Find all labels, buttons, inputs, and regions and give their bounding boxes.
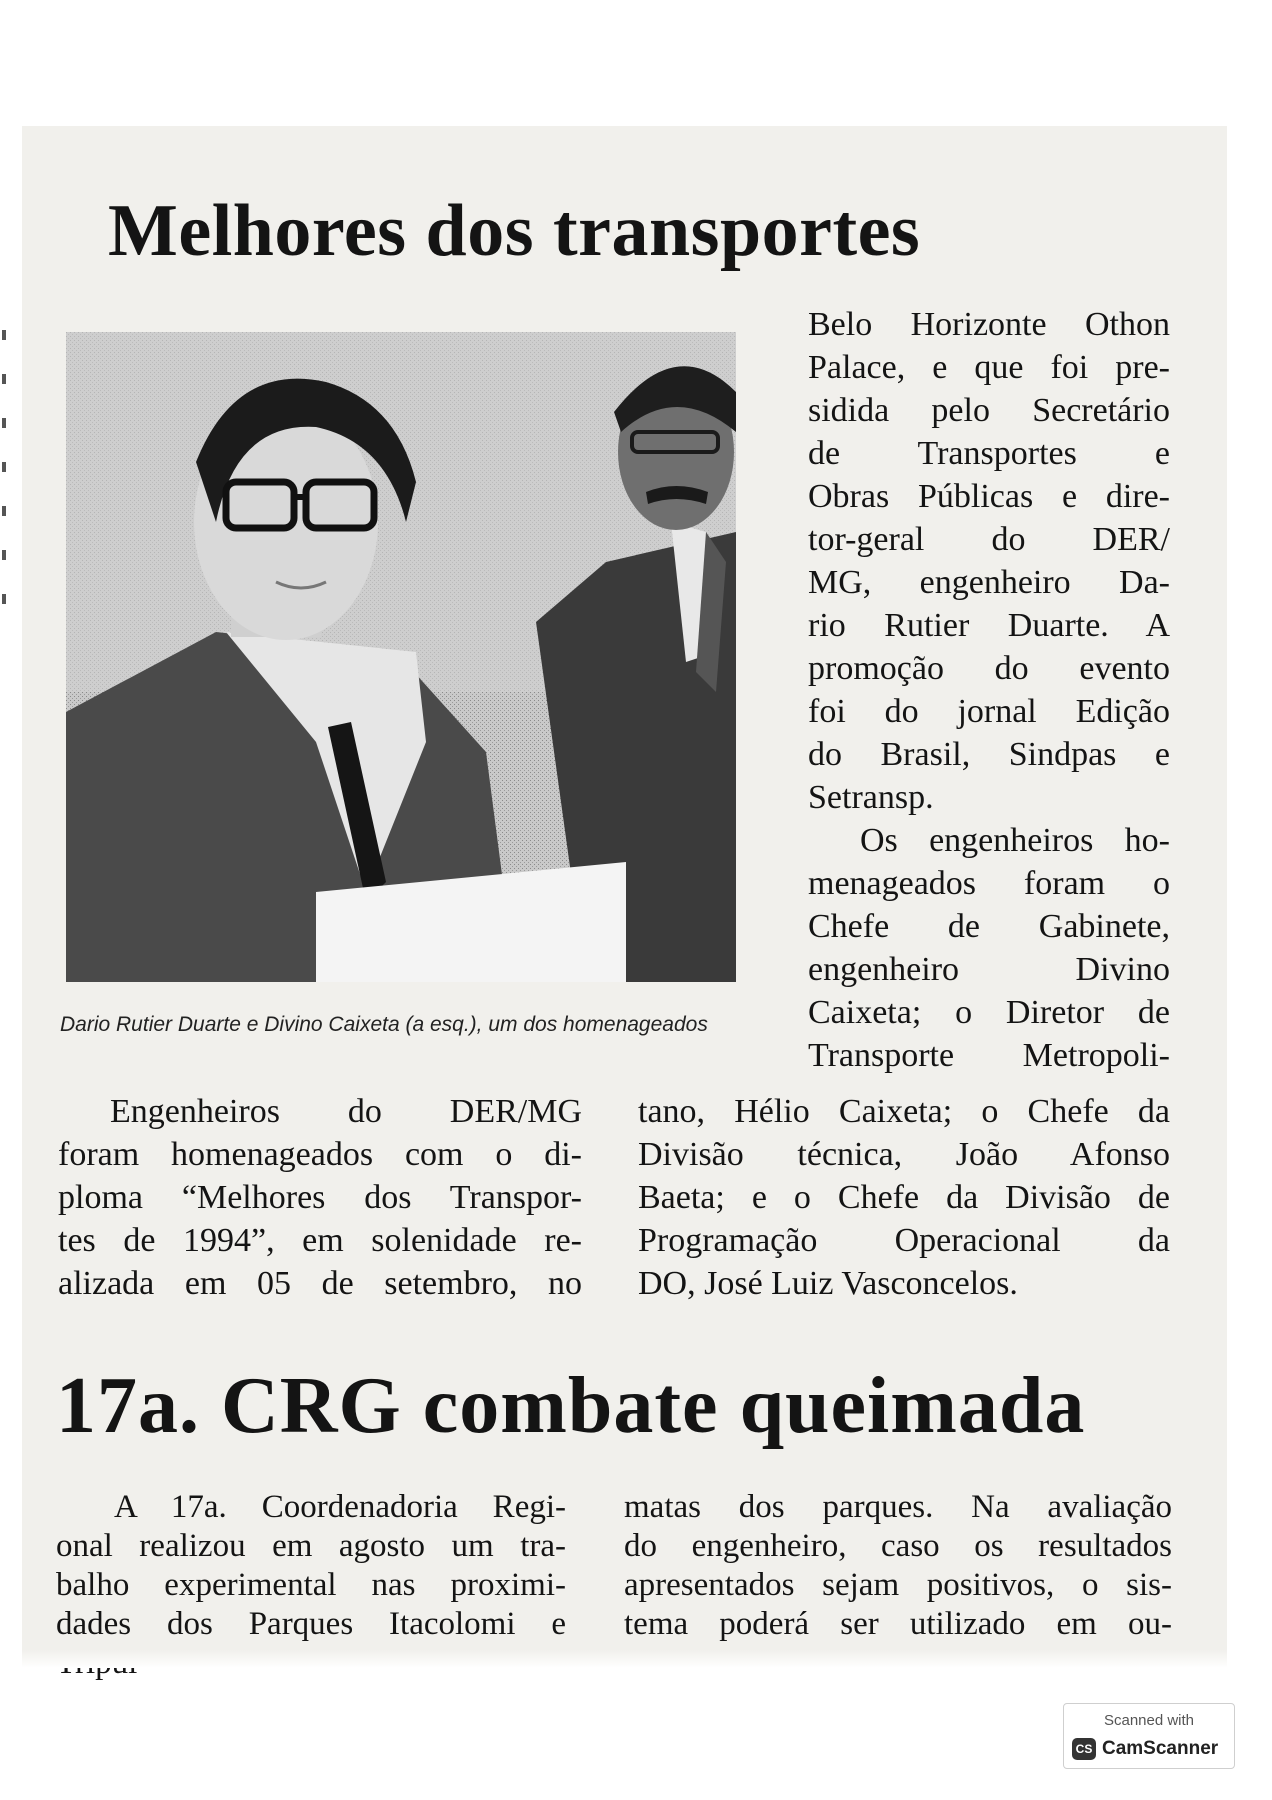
article-headline-transportes: Melhores dos transportes (108, 190, 921, 272)
text-line: Chefe de Gabinete, (808, 908, 1170, 945)
text-line: matas dos parques. Na avaliação (624, 1489, 1172, 1525)
badge-brand: CamScanner (1102, 1738, 1219, 1759)
text-line: foram homenageados com o di- (58, 1136, 582, 1173)
text-line: DO, José Luiz Vasconcelos. (638, 1265, 1018, 1302)
text-line: Os engenheiros ho- (860, 822, 1170, 859)
text-line: tema poderá ser utilizado em ou- (624, 1606, 1172, 1642)
text-line: tor-geral do DER/ (808, 521, 1170, 558)
article-photo (66, 332, 736, 982)
scan-cutoff-edge (22, 1650, 1227, 1668)
text-line: Transporte Metropoli- (808, 1037, 1170, 1074)
text-line: do Brasil, Sindpas e (808, 736, 1170, 773)
photo-caption: Dario Rutier Duarte e Divino Caixeta (a esq.), um dos homenageados (60, 1013, 708, 1036)
camscanner-logo-icon: CS (1072, 1738, 1096, 1760)
text-line: rio Rutier Duarte. A (808, 607, 1170, 644)
text-line: Programação Operacional da (638, 1222, 1170, 1259)
binding-marks (0, 330, 10, 638)
text-line: engenheiro Divino (808, 951, 1170, 988)
camscanner-badge (1063, 1703, 1235, 1769)
text-line: tes de 1994”, em solenidade re- (58, 1222, 582, 1259)
text-line: de Transportes e (808, 435, 1170, 472)
text-line: foi do jornal Edição (808, 693, 1170, 730)
text-line: tano, Hélio Caixeta; o Chefe da (638, 1093, 1170, 1130)
text-line: alizada em 05 de setembro, no (58, 1265, 582, 1302)
article-column-right-top (808, 303, 1170, 1077)
text-line: do engenheiro, caso os resultados (624, 1528, 1172, 1564)
text-line: Engenheiros do DER/MG (110, 1093, 582, 1130)
text-line: Caixeta; o Diretor de (808, 994, 1170, 1031)
article-headline-crg: 17a. CRG combate queimada (56, 1362, 1086, 1450)
text-line: Setransp. (808, 779, 934, 816)
text-line: apresentados sejam positivos, o sis- (624, 1567, 1172, 1603)
article2-column-right (624, 1488, 1172, 1648)
text-line: balho experimental nas proximi- (56, 1567, 566, 1603)
text-line: Obras Públicas e dire- (808, 478, 1170, 515)
article-column-left (58, 1090, 582, 1305)
text-line: promoção do evento (808, 650, 1170, 687)
text-line: onal realizou em agosto um tra- (56, 1528, 566, 1564)
badge-caption: Scanned with (1103, 1712, 1195, 1729)
text-line: ploma “Melhores dos Transpor- (58, 1179, 582, 1216)
text-line: dades dos Parques Itacolomi e (56, 1606, 566, 1642)
article2-column-left (56, 1488, 566, 1648)
text-line: MG, engenheiro Da- (808, 564, 1170, 601)
text-line: Baeta; e o Chefe da Divisão de (638, 1179, 1170, 1216)
text-line: sidida pelo Secretário (808, 392, 1170, 429)
text-line: A 17a. Coordenadoria Regi- (114, 1489, 566, 1525)
text-line: Divisão técnica, João Afonso (638, 1136, 1170, 1173)
text-line: menageados foram o (808, 865, 1170, 902)
text-line: Belo Horizonte Othon (808, 306, 1170, 343)
text-line: Palace, e que foi pre- (808, 349, 1170, 386)
article-column-right (638, 1090, 1170, 1305)
